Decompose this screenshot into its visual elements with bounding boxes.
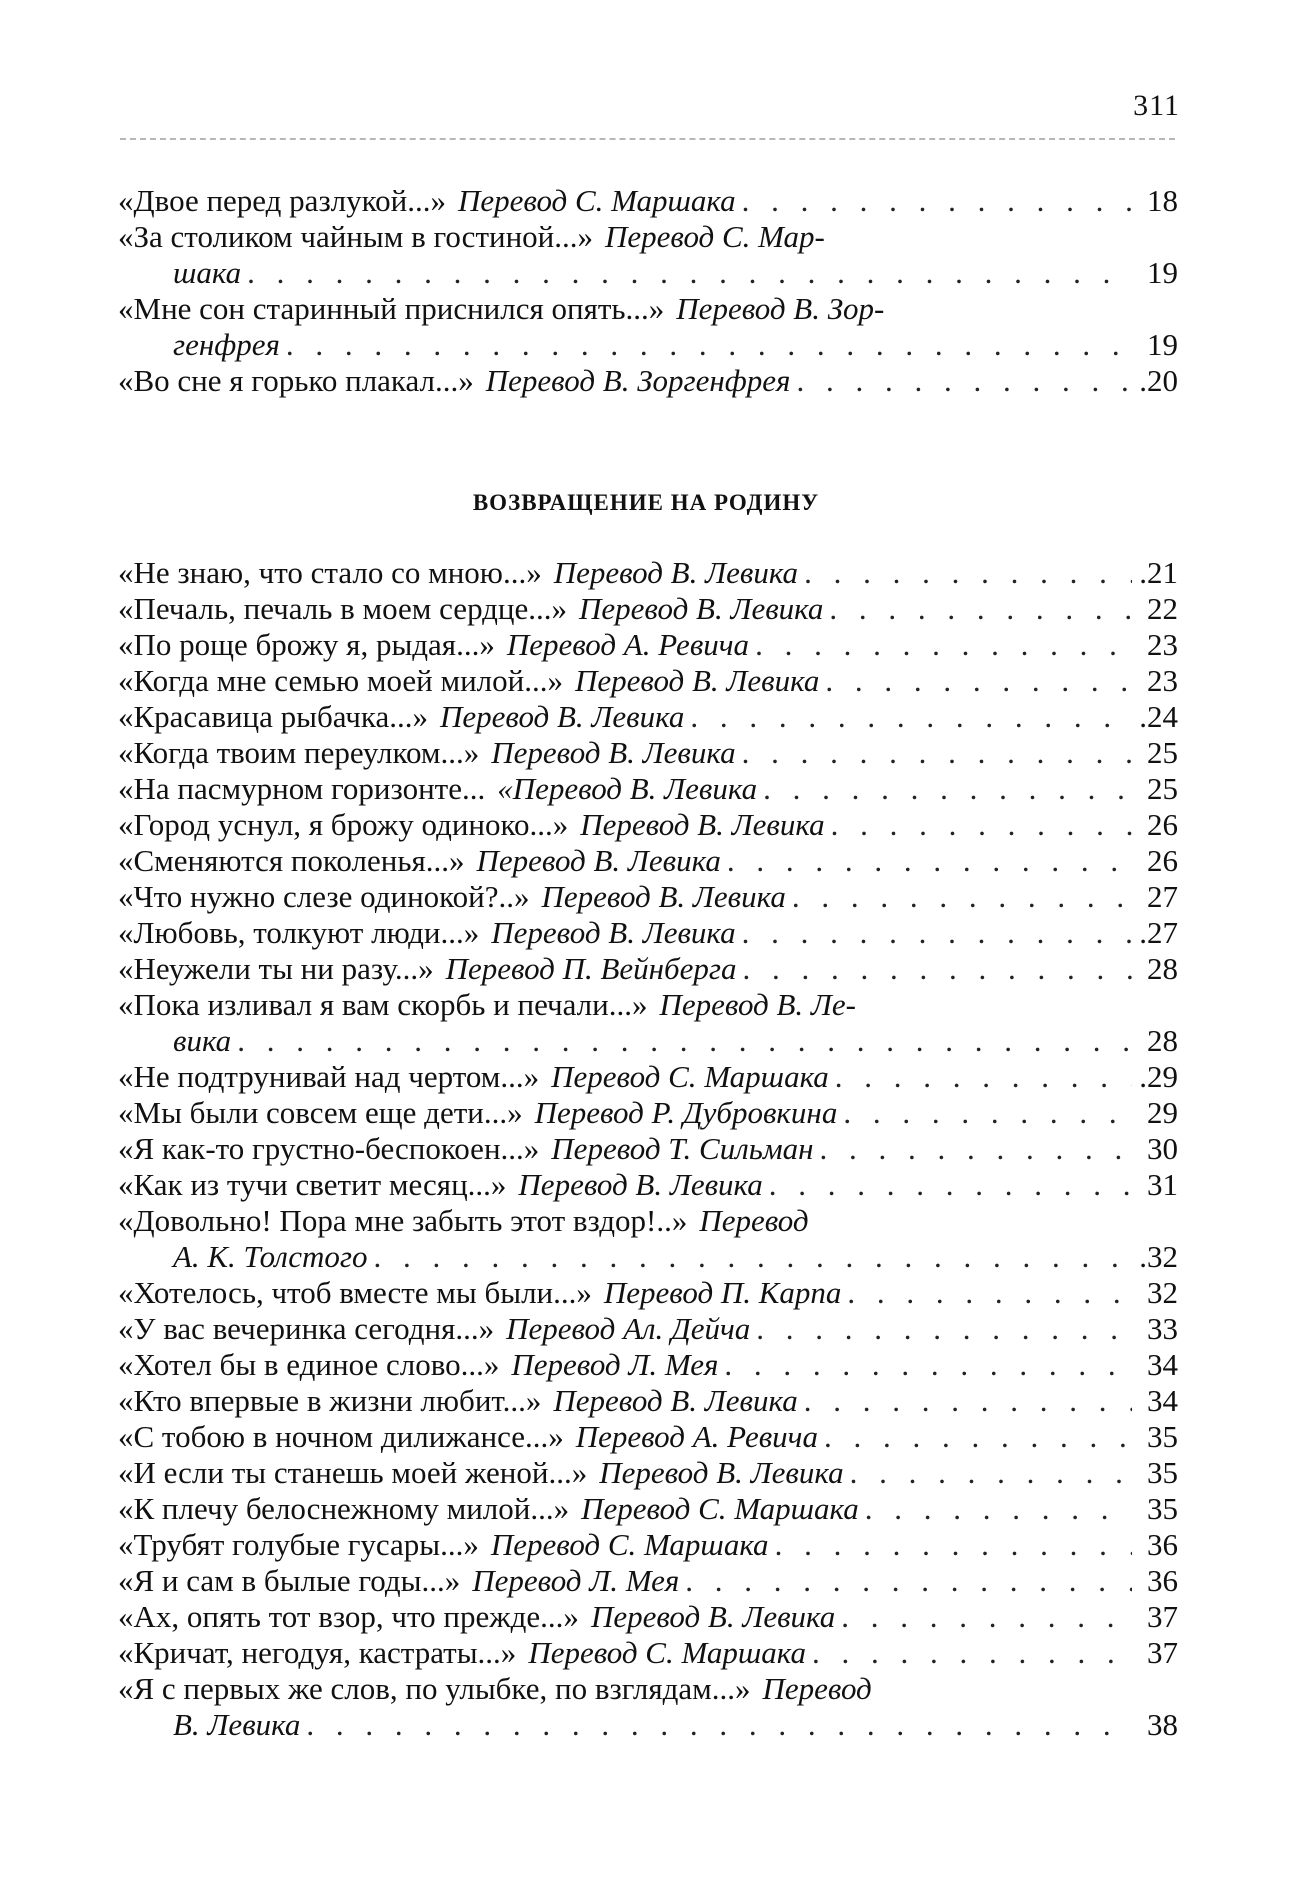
toc-entry-page: 35 <box>1147 1491 1178 1526</box>
toc-entry-page: 37 <box>1147 1599 1178 1634</box>
dot-leader <box>775 1527 1132 1563</box>
toc-entry <box>118 1671 1178 1707</box>
toc-entry <box>118 1563 1178 1599</box>
toc-entry-page: 35 <box>1147 1455 1178 1490</box>
toc-entry-translator: Перевод В. Левика <box>553 1383 798 1418</box>
toc-entry <box>118 1599 1178 1635</box>
toc-entry-page: 38 <box>1147 1707 1178 1742</box>
dot-leader <box>829 591 1132 627</box>
toc-entry-title: «Довольно! Пора мне забыть этот вздор!..» <box>118 1203 688 1238</box>
toc-entry-title: «Во сне я горько плакал...» <box>118 363 474 398</box>
toc-entry-title: «Я как-то грустно-беспокоен...» <box>118 1131 540 1166</box>
toc-entry <box>118 219 1178 255</box>
toc-entry-translator: Перевод Л. Мея <box>472 1563 680 1598</box>
toc-entry <box>118 951 1178 987</box>
toc-entry-title: «Я и сам в былые годы...» <box>118 1563 461 1598</box>
toc-entry-title: «Трубят голубые гусары...» <box>118 1527 479 1562</box>
dot-leader <box>685 1563 1132 1599</box>
toc-entry-page: 30 <box>1147 1131 1178 1166</box>
dot-leader <box>374 1239 1132 1275</box>
toc-entry <box>118 627 1178 663</box>
dot-leader <box>286 327 1132 363</box>
toc-entry-translator-continuation: вика <box>173 1023 232 1058</box>
toc-entry <box>118 879 1178 915</box>
dot-leader <box>865 1491 1132 1527</box>
toc-entry-translator: Перевод В. Зоргенфрея <box>485 363 791 398</box>
toc-entry-continuation <box>118 327 1178 363</box>
dot-leader <box>724 1347 1132 1383</box>
toc-entry-translator: Перевод В. Левика <box>599 1455 844 1490</box>
toc-entry <box>118 807 1178 843</box>
toc-entry <box>118 1203 1178 1239</box>
toc-entry <box>118 1131 1178 1167</box>
toc-entry-page: .27 <box>1139 915 1178 950</box>
toc-entry-translator-continuation: В. Левика <box>173 1707 301 1742</box>
toc-entry <box>118 735 1178 771</box>
toc-entry <box>118 591 1178 627</box>
toc-entry-translator: Перевод В. Зор- <box>676 291 885 326</box>
toc-entry-translator-continuation: генфрея <box>173 327 280 362</box>
toc-entry-title: «Когда мне семью моей милой...» <box>118 663 563 698</box>
dot-leader <box>763 771 1132 807</box>
toc-entry-translator: Перевод В. Левика <box>590 1599 836 1634</box>
toc-entry-title: «К плечу белоснежному милой...» <box>118 1491 570 1526</box>
toc-entry-page: 25 <box>1147 735 1178 770</box>
toc-entry-translator: Перевод П. Вейнберга <box>445 951 737 986</box>
toc-entry-translator: Перевод А. Ревича <box>506 627 750 662</box>
toc-entry-page: 27 <box>1147 879 1178 914</box>
toc-entry <box>118 1059 1178 1095</box>
toc-entry-title: «И если ты станешь моей женой...» <box>118 1455 588 1490</box>
toc-entry <box>118 1491 1178 1527</box>
toc-entry-page: 34 <box>1147 1347 1178 1382</box>
toc-entry <box>118 1455 1178 1491</box>
toc-entry-translator: Перевод С. Маршака <box>528 1635 806 1670</box>
toc-entry-translator: Перевод А. Ревича <box>575 1419 818 1454</box>
toc-entry-page: 31 <box>1147 1167 1178 1202</box>
toc-entry-title: «За столиком чайным в гостиной...» <box>118 219 594 254</box>
dot-leader <box>237 1023 1132 1059</box>
toc-entry-translator: Перевод Р. Дубровкина <box>534 1095 838 1130</box>
toc-entry-translator: Перевод В. Левика <box>491 735 736 770</box>
dot-leader <box>825 663 1132 699</box>
toc-entry-page: 25 <box>1147 771 1178 806</box>
toc-entry-continuation <box>118 1707 1178 1743</box>
dot-leader <box>756 1311 1132 1347</box>
toc-entry-translator: Перевод В. Левика <box>476 843 721 878</box>
toc-entry-translator: Перевод Л. Мея <box>511 1347 719 1382</box>
toc-entry-page: 36 <box>1147 1527 1178 1562</box>
toc-entry-page: 18 <box>1147 183 1178 218</box>
toc-entry-title: «Печаль, печаль в моем сердце...» <box>118 591 568 626</box>
toc-entry-translator: Перевод Т. Сильман <box>551 1131 814 1166</box>
toc-entry <box>118 1347 1178 1383</box>
toc-entry-title: «Ах, опять тот взор, что прежде...» <box>118 1599 579 1634</box>
toc-entry-translator: «Перевод В. Левика <box>497 771 758 806</box>
dot-leader <box>306 1707 1132 1743</box>
toc-entry <box>118 771 1178 807</box>
toc-entry-title: «Как из тучи светит месяц...» <box>118 1167 507 1202</box>
dot-leader <box>835 1059 1132 1095</box>
toc-entry-continuation <box>118 255 1178 291</box>
toc-entry-page: 26 <box>1147 807 1178 842</box>
toc-entry-translator: Перевод С. Маршака <box>581 1491 859 1526</box>
toc-entry-page: 28 <box>1147 951 1178 986</box>
toc-entry-title: «Мне сон старинный приснился опять...» <box>118 291 665 326</box>
toc-entry-title: «Хотел бы в единое слово...» <box>118 1347 500 1382</box>
toc-entry <box>118 1167 1178 1203</box>
dot-leader <box>742 735 1132 771</box>
dot-leader <box>796 363 1132 399</box>
toc-entry-page: 23 <box>1147 627 1178 662</box>
toc-entry-title: «Пока изливал я вам скорбь и печали...» <box>118 987 648 1022</box>
dot-leader <box>742 183 1132 219</box>
dot-leader <box>841 1599 1132 1635</box>
toc-entry-title: «Неужели ты ни разу...» <box>118 951 434 986</box>
toc-entry-translator: Перевод В. Ле- <box>659 987 856 1022</box>
toc-entry-page: 35 <box>1147 1419 1178 1454</box>
toc-entry-title: «По роще брожу я, рыдая...» <box>118 627 495 662</box>
dot-leader <box>247 255 1132 291</box>
toc-entry <box>118 1095 1178 1131</box>
toc-entry-page: 33 <box>1147 1311 1178 1346</box>
toc-entry-page: 29 <box>1147 1095 1178 1130</box>
toc-entry-title: «Не знаю, что стало со мною...» <box>118 555 542 590</box>
toc-entry-title: «Хотелось, чтоб вместе мы были...» <box>118 1275 592 1310</box>
dot-leader <box>743 951 1133 987</box>
toc-entry <box>118 663 1178 699</box>
toc-entry-translator: Перевод В. Левика <box>579 591 824 626</box>
dot-leader <box>690 699 1132 735</box>
toc-entry-title: «Я с первых же слов, по улыбке, по взглядам...» <box>118 1671 751 1706</box>
toc-entry-translator: Перевод С. Маршака <box>551 1059 829 1094</box>
toc-entry-translator: Перевод П. Карпа <box>603 1275 842 1310</box>
toc-entry <box>118 555 1178 591</box>
toc-entry <box>118 1383 1178 1419</box>
toc-entry-continuation <box>118 1239 1178 1275</box>
toc-entry <box>118 843 1178 879</box>
section-title: ВОЗВРАЩЕНИЕ НА РОДИНУ <box>472 490 820 515</box>
toc-entry-translator: Перевод Ал. Дейча <box>506 1311 751 1346</box>
toc-entry-title: «С тобою в ночном дилижансе...» <box>118 1419 564 1454</box>
toc-entry <box>118 291 1178 327</box>
toc-entry-title: «Красавица рыбачка...» <box>118 699 428 734</box>
toc-entry <box>118 363 1178 399</box>
header-rule <box>120 138 1175 140</box>
toc-entry-title: «Кричат, негодуя, кастраты...» <box>118 1635 517 1670</box>
dot-leader <box>820 1131 1132 1167</box>
dot-leader <box>824 1419 1132 1455</box>
toc-entry-title: «Двое перед разлукой...» <box>118 183 446 218</box>
toc-entry-translator: Перевод <box>699 1203 809 1238</box>
toc-entry <box>118 1419 1178 1455</box>
toc-entry <box>118 1635 1178 1671</box>
toc-entry-page: 32 <box>1147 1275 1178 1310</box>
toc-entry-translator: Перевод С. Маршака <box>457 183 736 218</box>
toc-entry-translator: Перевод В. Левика <box>518 1167 763 1202</box>
toc-entry <box>118 1275 1178 1311</box>
toc-entry-page: 19 <box>1147 255 1178 290</box>
dot-leader <box>742 915 1132 951</box>
toc-entry-page: .21 <box>1139 555 1178 590</box>
dot-leader <box>843 1095 1132 1131</box>
toc-entry-page: .20 <box>1139 363 1178 398</box>
dot-leader <box>831 807 1132 843</box>
toc-entry <box>118 915 1178 951</box>
toc-entry-translator: Перевод В. Левика <box>439 699 685 734</box>
toc-entry-translator: Перевод В. Левика <box>491 915 736 950</box>
toc-entry-title: «Любовь, толкуют люди...» <box>118 915 480 950</box>
toc-entry-title: «У вас вечеринка сегодня...» <box>118 1311 495 1346</box>
dot-leader <box>850 1455 1132 1491</box>
toc-entry-title: «Кто впервые в жизни любит...» <box>118 1383 542 1418</box>
toc-entry-translator: Перевод В. Левика <box>541 879 786 914</box>
toc-entry-translator: Перевод С. Мар- <box>605 219 825 254</box>
toc-entry-translator: Перевод <box>762 1671 872 1706</box>
toc-entry <box>118 1527 1178 1563</box>
toc-entry-page: 23 <box>1147 663 1178 698</box>
toc-entry-translator-continuation: шака <box>173 255 242 290</box>
toc-entry-title: «Город уснул, я брожу одиноко...» <box>118 807 569 842</box>
toc-entry-translator: Перевод В. Левика <box>553 555 799 590</box>
toc-entry-title: «На пасмурном горизонте... <box>118 771 486 806</box>
toc-entry-title: «Не подтрунивай над чертом...» <box>118 1059 540 1094</box>
toc-entry-page: 22 <box>1147 591 1178 626</box>
toc-entry-title: «Когда твоим переулком...» <box>118 735 480 770</box>
toc-entry-page: .32 <box>1139 1239 1178 1274</box>
toc-list-lower <box>118 555 1178 1743</box>
toc-entry <box>118 699 1178 735</box>
toc-entry-continuation <box>118 1023 1178 1059</box>
page-number: 311 <box>1133 89 1180 122</box>
dot-leader <box>792 879 1132 915</box>
toc-list-upper <box>118 183 1178 399</box>
toc-entry-page: 37 <box>1147 1635 1178 1670</box>
toc-entry-title: «Мы были совсем еще дети...» <box>118 1095 523 1130</box>
toc-entry-translator: Перевод В. Левика <box>580 807 825 842</box>
toc-entry-title: «Сменяются поколенья...» <box>118 843 465 878</box>
dot-leader <box>804 555 1132 591</box>
toc-entry-page: 36 <box>1147 1563 1178 1598</box>
toc-entry-page: 28 <box>1147 1023 1178 1058</box>
toc-entry-translator-continuation: А. К. Толстого <box>173 1239 368 1274</box>
toc-entry-page: 26 <box>1147 843 1178 878</box>
toc-entry <box>118 1311 1178 1347</box>
toc-entry <box>118 987 1178 1023</box>
dot-leader <box>755 627 1132 663</box>
toc-entry-page: .29 <box>1139 1059 1178 1094</box>
dot-leader <box>769 1167 1132 1203</box>
dot-leader <box>847 1275 1132 1311</box>
toc-entry-title: «Что нужно слезе одинокой?..» <box>118 879 530 914</box>
dot-leader <box>804 1383 1132 1419</box>
toc-entry-page: .24 <box>1139 699 1178 734</box>
dot-leader <box>812 1635 1132 1671</box>
toc-entry-page: 34 <box>1147 1383 1178 1418</box>
toc-entry-translator: Перевод С. Маршака <box>490 1527 769 1562</box>
toc-entry-page: 19 <box>1147 327 1178 362</box>
toc-entry <box>118 183 1178 219</box>
dot-leader <box>727 843 1132 879</box>
toc-entry-translator: Перевод В. Левика <box>574 663 820 698</box>
